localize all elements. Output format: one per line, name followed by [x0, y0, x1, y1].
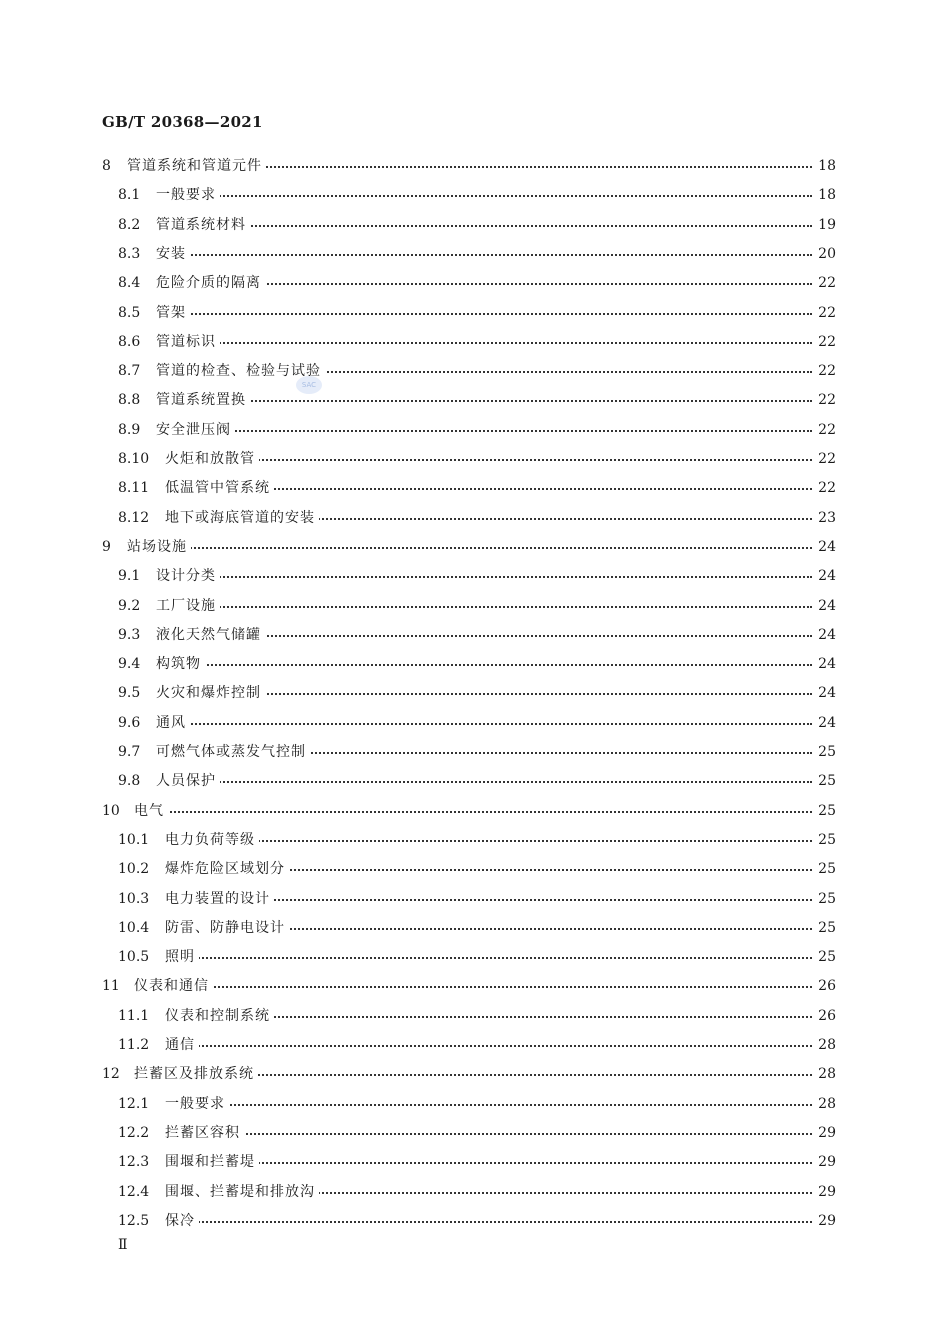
- toc-entry-page: 23: [814, 504, 836, 533]
- toc-entry-title: 仪表和通信: [134, 972, 213, 1001]
- toc-entry-title: 围堰、拦蓄堤和排放沟: [165, 1178, 319, 1207]
- toc-dot-leader: [156, 430, 812, 432]
- toc-entry-page: 19: [814, 211, 836, 240]
- toc-entry-number: 10.3: [118, 891, 150, 907]
- toc-entry-number: 9.6: [118, 715, 141, 731]
- toc-entry-number: 10.5: [118, 949, 150, 965]
- toc-entry-page: 26: [814, 1002, 836, 1031]
- standard-code: GB/T 20368—2021: [102, 113, 263, 131]
- toc-entry-title: 围堰和拦蓄堤: [165, 1148, 259, 1177]
- toc-dot-leader: [165, 1133, 812, 1135]
- toc-entry-page: 22: [814, 269, 836, 298]
- toc-entry-title: 照明: [165, 943, 199, 972]
- toc-entry-number: 8: [102, 158, 111, 174]
- toc-entry-page: 25: [814, 914, 836, 943]
- toc-entry-number: 9.7: [118, 744, 141, 760]
- toc-entry[interactable]: [0, 767, 950, 796]
- toc-entry[interactable]: [0, 386, 950, 415]
- toc-entry-title: 可燃气体或蒸发气控制: [156, 738, 310, 767]
- toc-entry[interactable]: [0, 1178, 950, 1207]
- toc-entry-title: 工厂设施: [156, 592, 220, 621]
- toc-entry-number: 9.2: [118, 598, 141, 614]
- toc-entry-number: 10.4: [118, 920, 150, 936]
- toc-entry-number: 9.8: [118, 773, 141, 789]
- toc-entry-title: 电力装置的设计: [165, 885, 274, 914]
- toc-entry-number: 11.1: [118, 1008, 150, 1024]
- toc-entry-title: 一般要求: [156, 181, 220, 210]
- toc-entry-number: 8.4: [118, 275, 141, 291]
- toc-entry-page: 28: [814, 1031, 836, 1060]
- toc-entry[interactable]: [0, 797, 950, 826]
- toc-entry-page: 18: [814, 181, 836, 210]
- toc-entry[interactable]: [0, 269, 950, 298]
- toc-entry-number: 8.8: [118, 392, 141, 408]
- toc-entry-number: 8.11: [118, 480, 150, 496]
- toc-entry-title: 拦蓄区及排放系统: [134, 1060, 258, 1089]
- toc-entry-number: 12.2: [118, 1125, 150, 1141]
- toc-entry-page: 20: [814, 240, 836, 269]
- toc-entry-page: 24: [814, 533, 836, 562]
- toc-dot-leader: [134, 811, 812, 813]
- toc-entry-page: 28: [814, 1090, 836, 1119]
- toc-entry-number: 8.7: [118, 363, 141, 379]
- toc-entry[interactable]: [0, 1090, 950, 1119]
- toc-entry-title: 电力负荷等级: [165, 826, 259, 855]
- toc-entry-title: 一般要求: [165, 1090, 229, 1119]
- toc-entry[interactable]: [0, 738, 950, 767]
- toc-entry[interactable]: [0, 621, 950, 650]
- toc-entry-number: 9.3: [118, 627, 141, 643]
- toc-entry-page: 25: [814, 826, 836, 855]
- toc-entry-title: 人员保护: [156, 767, 220, 796]
- toc-entry-page: 25: [814, 943, 836, 972]
- toc-entry[interactable]: [0, 1031, 950, 1060]
- toc-dot-leader: [156, 313, 812, 315]
- toc-entry-number: 8.1: [118, 187, 141, 203]
- toc-entry-number: 8.6: [118, 334, 141, 350]
- toc-entry-number: 11.2: [118, 1037, 150, 1053]
- toc-entry-number: 8.5: [118, 305, 141, 321]
- toc-entry-title: 管道标识: [156, 328, 220, 357]
- toc-dot-leader: [156, 342, 812, 344]
- toc-entry-title: 管道系统置换: [156, 386, 250, 415]
- toc-entry[interactable]: [0, 1148, 950, 1177]
- toc-entry[interactable]: [0, 240, 950, 269]
- toc-entry-title: 通信: [165, 1031, 199, 1060]
- toc-entry-page: 22: [814, 357, 836, 386]
- toc-entry-title: 管道系统和管道元件: [127, 152, 266, 181]
- toc-entry-page: 22: [814, 416, 836, 445]
- toc-entry[interactable]: [0, 943, 950, 972]
- toc-dot-leader: [156, 664, 812, 666]
- toc-entry[interactable]: [0, 416, 950, 445]
- toc-entry[interactable]: [0, 152, 950, 181]
- toc-entry-number: 9: [102, 539, 111, 555]
- toc-entry-title: 爆炸危险区域划分: [165, 855, 289, 884]
- toc-dot-leader: [127, 547, 812, 549]
- toc-entry-number: 9.4: [118, 656, 141, 672]
- toc-entry[interactable]: [0, 972, 950, 1001]
- watermark-stamp: SAC: [296, 376, 322, 394]
- toc-entry[interactable]: [0, 533, 950, 562]
- toc-entry-number: 8.2: [118, 217, 141, 233]
- toc-dot-leader: [165, 1045, 812, 1047]
- toc-entry[interactable]: [0, 299, 950, 328]
- toc-entry-number: 12.1: [118, 1096, 150, 1112]
- toc-entry-number: 10.2: [118, 861, 150, 877]
- toc-entry-number: 11: [102, 978, 120, 994]
- toc-entry-title: 地下或海底管道的安装: [165, 504, 319, 533]
- toc-entry[interactable]: [0, 504, 950, 533]
- toc-entry-title: 火灾和爆炸控制: [156, 679, 265, 708]
- toc-dot-leader: [165, 1162, 812, 1164]
- toc-entry[interactable]: [0, 445, 950, 474]
- toc-entry-page: 25: [814, 885, 836, 914]
- toc-entry-number: 8.3: [118, 246, 141, 262]
- toc-entry-title: 管道系统材料: [156, 211, 250, 240]
- toc-entry-number: 12.3: [118, 1154, 150, 1170]
- toc-entry[interactable]: [0, 679, 950, 708]
- toc-entry-page: 28: [814, 1060, 836, 1089]
- toc-entry[interactable]: [0, 709, 950, 738]
- toc-entry-title: 构筑物: [156, 650, 205, 679]
- toc-entry-title: 电气: [134, 797, 168, 826]
- toc-entry[interactable]: [0, 474, 950, 503]
- toc-entry[interactable]: [0, 211, 950, 240]
- toc-entry-number: 12.5: [118, 1213, 150, 1229]
- toc-entry-number: 10: [102, 803, 120, 819]
- toc-entry[interactable]: [0, 1207, 950, 1236]
- toc-entry-page: 25: [814, 797, 836, 826]
- toc-entry-page: 22: [814, 445, 836, 474]
- toc-entry-page: 24: [814, 709, 836, 738]
- toc-dot-leader: [165, 1104, 812, 1106]
- toc-entry-page: 22: [814, 386, 836, 415]
- toc-entry-title: 危险介质的隔离: [156, 269, 265, 298]
- toc-dot-leader: [156, 225, 812, 227]
- toc-entry-title: 拦蓄区容积: [165, 1119, 244, 1148]
- toc-entry-number: 12.4: [118, 1184, 150, 1200]
- toc-entry-page: 29: [814, 1178, 836, 1207]
- toc-entry-number: 9.1: [118, 568, 141, 584]
- page-folio: Ⅱ: [118, 1237, 128, 1253]
- toc-entry[interactable]: [0, 357, 950, 386]
- toc-dot-leader: [156, 781, 812, 783]
- toc-entry[interactable]: [0, 914, 950, 943]
- toc-entry-number: 10.1: [118, 832, 150, 848]
- toc-entry-title: 管架: [156, 299, 190, 328]
- toc-entry[interactable]: [0, 592, 950, 621]
- toc-entry[interactable]: [0, 1060, 950, 1089]
- toc-entry-page: 24: [814, 621, 836, 650]
- toc-entry-title: 安装: [156, 240, 190, 269]
- toc-entry[interactable]: [0, 328, 950, 357]
- toc-entry-title: 火炬和放散管: [165, 445, 259, 474]
- toc-entry-number: 9.5: [118, 685, 141, 701]
- toc-entry-title: 安全泄压阀: [156, 416, 235, 445]
- toc-entry-title: 液化天然气储罐: [156, 621, 265, 650]
- toc-entry-page: 22: [814, 299, 836, 328]
- toc-entry[interactable]: [0, 855, 950, 884]
- toc-entry-title: 低温管中管系统: [165, 474, 274, 503]
- toc-entry-page: 29: [814, 1207, 836, 1236]
- toc-entry-page: 24: [814, 592, 836, 621]
- toc-dot-leader: [156, 254, 812, 256]
- toc-entry[interactable]: [0, 181, 950, 210]
- toc-entry[interactable]: [0, 1002, 950, 1031]
- toc-entry-title: 通风: [156, 709, 190, 738]
- toc-dot-leader: [156, 400, 812, 402]
- toc-entry-page: 24: [814, 562, 836, 591]
- toc-entry[interactable]: [0, 650, 950, 679]
- toc-entry-page: 18: [814, 152, 836, 181]
- toc-entry-number: 12: [102, 1066, 120, 1082]
- toc-entry-title: 防雷、防静电设计: [165, 914, 289, 943]
- toc-entry-number: 8.10: [118, 451, 150, 467]
- toc-entry-title: 管道的检查、检验与试验: [156, 357, 325, 386]
- toc-dot-leader: [165, 957, 812, 959]
- toc-entry-page: 29: [814, 1119, 836, 1148]
- toc-entry-title: 仪表和控制系统: [165, 1002, 274, 1031]
- toc-entry[interactable]: [0, 826, 950, 855]
- toc-entry[interactable]: [0, 885, 950, 914]
- toc-entry-number: 8.12: [118, 510, 150, 526]
- toc-entry-page: 26: [814, 972, 836, 1001]
- toc-dot-leader: [165, 840, 812, 842]
- toc-entry-page: 22: [814, 328, 836, 357]
- toc-entry-page: 22: [814, 474, 836, 503]
- toc-dot-leader: [156, 606, 812, 608]
- toc-entry-page: 24: [814, 679, 836, 708]
- toc-entry-page: 24: [814, 650, 836, 679]
- toc-entry-number: 8.9: [118, 422, 141, 438]
- toc-dot-leader: [156, 723, 812, 725]
- toc-dot-leader: [156, 576, 812, 578]
- toc-dot-leader: [156, 195, 812, 197]
- toc-entry-page: 25: [814, 738, 836, 767]
- toc-entry[interactable]: [0, 562, 950, 591]
- toc-dot-leader: [134, 986, 812, 988]
- toc-entry-page: 29: [814, 1148, 836, 1177]
- toc-dot-leader: [165, 459, 812, 461]
- toc-entry-title: 设计分类: [156, 562, 220, 591]
- toc-entry[interactable]: [0, 1119, 950, 1148]
- toc-entry-page: 25: [814, 855, 836, 884]
- toc-dot-leader: [165, 1221, 812, 1223]
- toc-entry-title: 保冷: [165, 1207, 199, 1236]
- toc-entry-title: 站场设施: [127, 533, 191, 562]
- toc-entry-page: 25: [814, 767, 836, 796]
